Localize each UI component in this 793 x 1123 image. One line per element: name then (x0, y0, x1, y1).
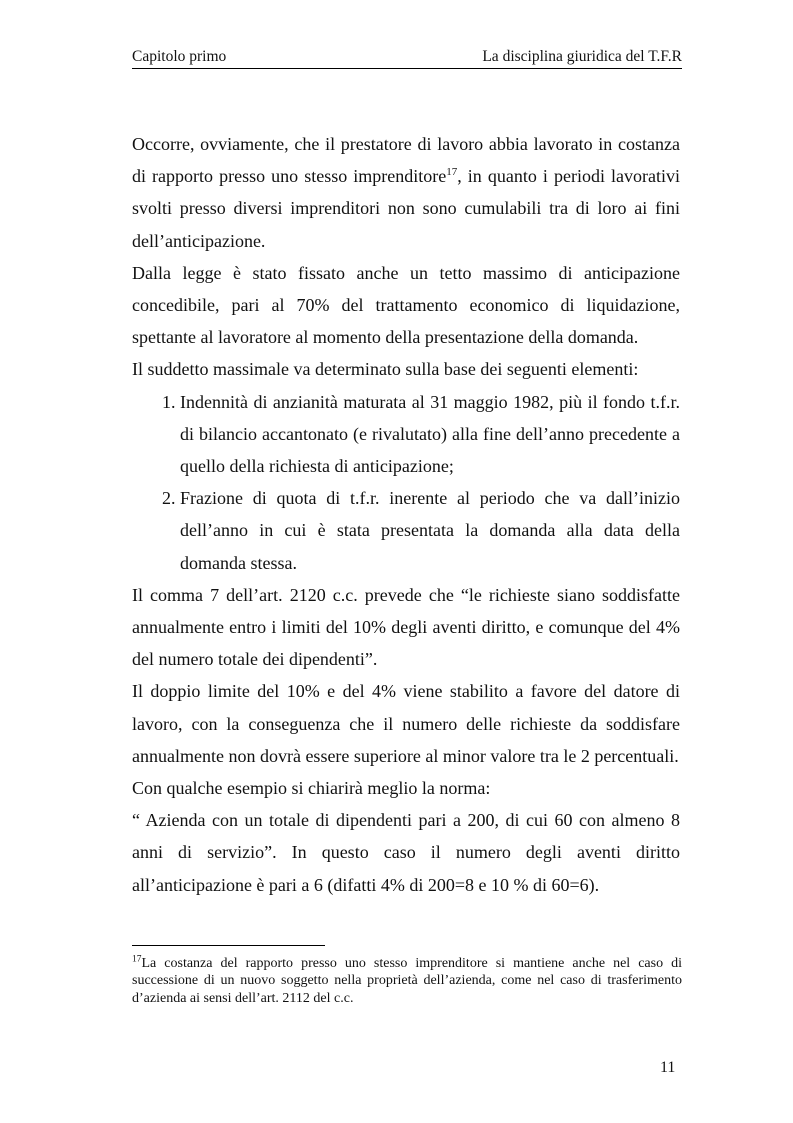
list-item: 2. Frazione di quota di t.f.r. inerente al periodo che va dall’inizio dell’anno in cui è stata presentata la domanda alla data della domanda stessa. (180, 482, 680, 579)
paragraph-1-text-start: Occorre, ovviamente, che il prestatore di lavoro abbia lavorato in costanza di rapporto presso uno stesso imprenditore (132, 134, 680, 187)
footnote (132, 955, 682, 1007)
paragraph-1 (132, 128, 680, 257)
paragraph-5: Il doppio limite del 10% e del 4% viene stabilito a favore del datore di lavoro, con la conseguenza che il numero delle richieste da soddisfare annualmente non dovrà essere superiore al minor valore tra le 2 percentuali. (132, 681, 680, 766)
paragraph-6: Con qualche esempio si chiarirà meglio la norma: (132, 778, 491, 799)
page-number: 11 (660, 1059, 676, 1076)
chapter-label: Capitolo primo (132, 48, 227, 65)
paragraph-3: Il suddetto massimale va determinato sulla base dei seguenti elementi: (132, 359, 639, 380)
paragraph-2: Dalla legge è stato fissato anche un tetto massimo di anticipazione concedibile, pari al 70% del trattamento economico di liquidazione, spettante al lavoratore al momento della presentazione della domanda. (132, 262, 680, 348)
footnote-text: La costanza del rapporto presso uno stesso imprenditore si mantiene anche nel caso di successione di un nuovo soggetto nella proprietà dell’azienda, come nel caso di trasferimento d’azienda ai sensi dell’art. 2112 del c.c. (132, 956, 682, 1006)
paragraph-4: Il comma 7 dell’art. 2120 c.c. prevede che “le richieste siano soddisfatte annualmente entro i limiti del 10% degli aventi diritto, e comunque del 4% del numero totale dei dipendenti”. (132, 584, 680, 670)
footnote-separator (132, 945, 325, 946)
elements-list (132, 386, 680, 579)
page-body (132, 128, 680, 901)
paragraph-1-text-end: , in quanto i periodi lavorativi svolti presso diversi imprenditori non sono cumulabili tra di loro ai fini dell’anticipazione. (132, 166, 680, 251)
running-header (132, 46, 682, 69)
paragraph-7: “ Azienda con un totale di dipendenti pari a 200, di cui 60 con almeno 8 anni di servizio”. In questo caso il numero degli aventi diritto all’anticipazione è pari a 6 (difatti 4% di 200=8 e 10 % di 60=6). (132, 810, 680, 895)
footnote-number: 17 (132, 954, 142, 965)
footnote-ref-17: 17 (446, 166, 458, 179)
section-title: La disciplina giuridica del T.F.R (482, 48, 682, 65)
list-item: 1. Indennità di anzianità maturata al 31 maggio 1982, più il fondo t.f.r. di bilancio accantonato (e rivalutato) alla fine dell’anno precedente a quello della richiesta di anticipazione; (180, 386, 680, 483)
